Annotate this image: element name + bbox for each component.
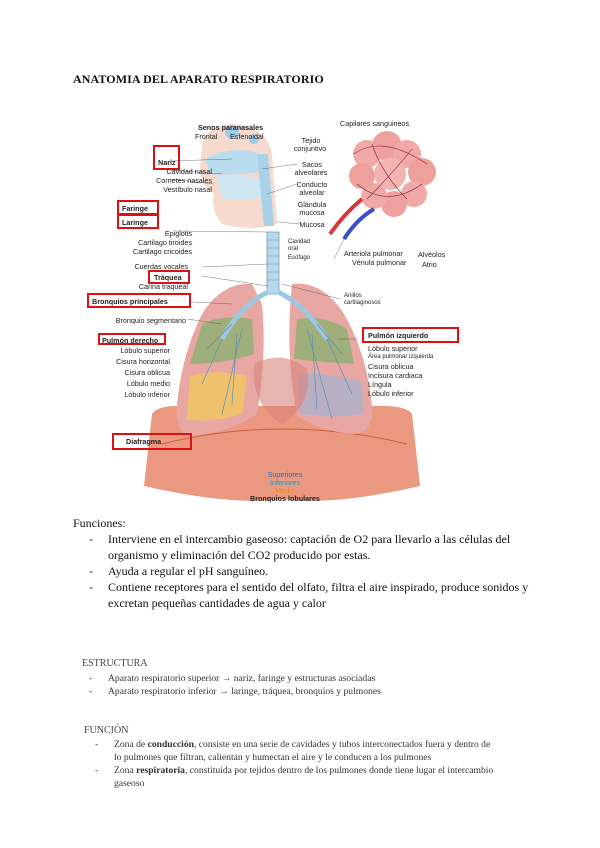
label-atrio: Atrio <box>422 260 437 269</box>
highlight-pulmon-derecho <box>98 333 166 345</box>
label-inferiores: Inferiores <box>270 478 300 487</box>
funcion-heading: FUNCIÓN <box>84 725 129 736</box>
zona-respiratoria-term: respiratoria <box>136 765 185 776</box>
label-lobulo-inferior-der: Lóbulo inferior <box>124 390 170 399</box>
dash-marker: - <box>89 564 93 578</box>
funcion-item-3: Contiene receptores para el sentido del olfato, filtra el aire inspirado, produce sonidos y excretan pequeñas cantidades de agua y calor <box>108 580 529 610</box>
label-superiores: Superiores <box>267 470 303 479</box>
label-epiglotis: Epiglotis <box>164 229 192 238</box>
highlight-pulmon-izquierdo <box>362 327 459 343</box>
label-vestibulo: Vestíbulo nasal <box>163 185 212 194</box>
estructura-item-1: Aparato respiratorio superior → nariz, faringe y estructuras asociadas <box>108 673 376 684</box>
dash-marker: - <box>89 686 93 697</box>
label-frontal: Frontal <box>195 132 218 141</box>
label-sacos: Sacos <box>302 160 322 169</box>
highlight-bronquios-principales <box>87 293 191 308</box>
highlight-laringe <box>117 214 159 229</box>
label-lobulo-medio: Lóbulo medio <box>126 379 170 388</box>
zona-respiratoria-post: , constituida por tejidos dentro de los pulmones donde tiene lugar el intercambio gaseoso <box>114 765 494 789</box>
page-title: ANATOMIA DEL APARATO RESPIRATORIO <box>73 72 324 86</box>
label-glandula: Glándula <box>297 200 327 209</box>
label-faringe: Faringe <box>122 204 148 213</box>
label-cartilago-cricoides: Cartilago cricoides <box>132 247 192 256</box>
label-area-pulmonar: Área pulmonar izquierda <box>368 354 434 360</box>
label-esfenoidal: Esfenoidal <box>230 132 264 141</box>
list-item <box>89 685 529 698</box>
list-item <box>95 738 495 764</box>
label-lobulo-superior-izq: Lóbulo superior <box>368 344 418 353</box>
label-senos: Senos paranasales <box>198 123 264 132</box>
label-cavidad-nasal: Cavidad nasal <box>166 167 212 176</box>
funciones-heading: Funciones: <box>73 516 126 530</box>
list-item <box>89 531 529 563</box>
list-item <box>95 764 495 790</box>
label-lobulo-inferior-izq: Lóbulo inferior <box>368 389 414 398</box>
label-mucosa-g: mucosa <box>299 208 325 217</box>
funciones-list <box>89 531 529 611</box>
label-incisura: Incisura cardiaca <box>368 371 423 380</box>
label-lobulo-superior-der: Lóbulo superior <box>120 346 170 355</box>
dash-marker: - <box>89 673 93 684</box>
label-alveolares: alveolares <box>294 168 328 177</box>
respiratory-anatomy-figure <box>82 114 480 504</box>
label-laringe: Laringe <box>122 218 148 227</box>
label-cuerdas: Cuerdas vocales <box>134 262 188 271</box>
estructura-list <box>89 672 529 698</box>
label-cartilaginosos: cartilaginosos <box>344 300 381 306</box>
label-traquea: Tráquea <box>154 273 182 282</box>
zona-respiratoria-pre: Zona <box>114 765 137 776</box>
dash-marker: - <box>95 739 99 750</box>
zona-conduccion-pre: Zona de <box>114 739 148 750</box>
label-esofago: Esófago <box>288 255 311 261</box>
estructura-item-2: Aparato respiratorio inferior → laringe, tráquea, bronquios y pulmones <box>108 686 381 697</box>
label-nariz: Nariz <box>158 158 176 167</box>
label-pulmon-derecho: Pulmón derecho <box>102 336 159 345</box>
label-diafragma: Diafragma <box>126 437 162 446</box>
zona-conduccion-post: , consiste en una serie de cavidades y tubos interconectados fuera y dentro de lo pulmones que filtran, calientan y humectan el aire y le conducen a los pulmones <box>114 739 491 763</box>
label-conducto: Conducto <box>296 180 328 189</box>
label-bronquios-lobulares: Bronquios lobulares <box>250 494 320 503</box>
funcion-list <box>95 738 495 790</box>
label-bronquio-segmentario: Bronquio segmentario <box>115 316 186 325</box>
label-venula: Vénula pulmonar <box>352 258 407 267</box>
label-cisura-horizontal: Cisura horizontal <box>116 357 170 366</box>
label-alveolos: Alvéolos <box>418 250 446 259</box>
label-cisura-obl-der: Cisura oblicua <box>124 368 170 377</box>
label-anillos: Anillos <box>344 293 362 299</box>
dash-marker: - <box>89 532 93 546</box>
label-cartilago-tiroides: Cartilago tiroides <box>138 238 192 247</box>
highlight-faringe <box>117 200 159 215</box>
label-pulmon-izquierdo: Pulmón izquierdo <box>368 331 429 340</box>
label-tejido: Tejido <box>301 136 321 145</box>
list-item <box>89 579 529 611</box>
label-arteriola: Arteriola pulmonar <box>344 249 403 258</box>
label-medio: Medio <box>275 486 295 495</box>
label-capilares: Capilares sanguineos <box>340 119 410 128</box>
label-conjuntivo: conjuntivo <box>293 144 327 153</box>
label-cavidad-oral: Cavidad <box>288 239 311 245</box>
label-oral: oral <box>288 246 299 252</box>
dash-marker: - <box>89 580 93 594</box>
highlight-traquea <box>148 270 190 284</box>
label-alveolar: alveolar <box>299 188 325 197</box>
funcion-item-1: Interviene en el intercambio gaseoso: captación de O2 para llevarlo a las células del organismo y eliminación del CO2 producido por estas. <box>108 532 511 562</box>
list-item <box>89 672 529 685</box>
label-cisura-obl-izq: Cisura oblicua <box>368 362 414 371</box>
label-bronquios-principales: Bronquios principales <box>92 297 168 306</box>
label-mucosa: Mucosa <box>299 220 325 229</box>
highlight-diafragma <box>112 433 192 450</box>
label-cornetes: Cornetes nasales <box>156 176 212 185</box>
dash-marker: - <box>95 765 99 776</box>
list-item <box>89 563 529 579</box>
estructura-heading: ESTRUCTURA <box>82 658 148 669</box>
label-carina: Carina traqueal <box>138 282 188 291</box>
funcion-item-2: Ayuda a regular el pH sanguíneo. <box>108 564 269 578</box>
highlight-nariz <box>153 145 180 170</box>
label-lingula: Língula <box>368 380 392 389</box>
zona-conduccion-term: conducción <box>147 739 194 750</box>
